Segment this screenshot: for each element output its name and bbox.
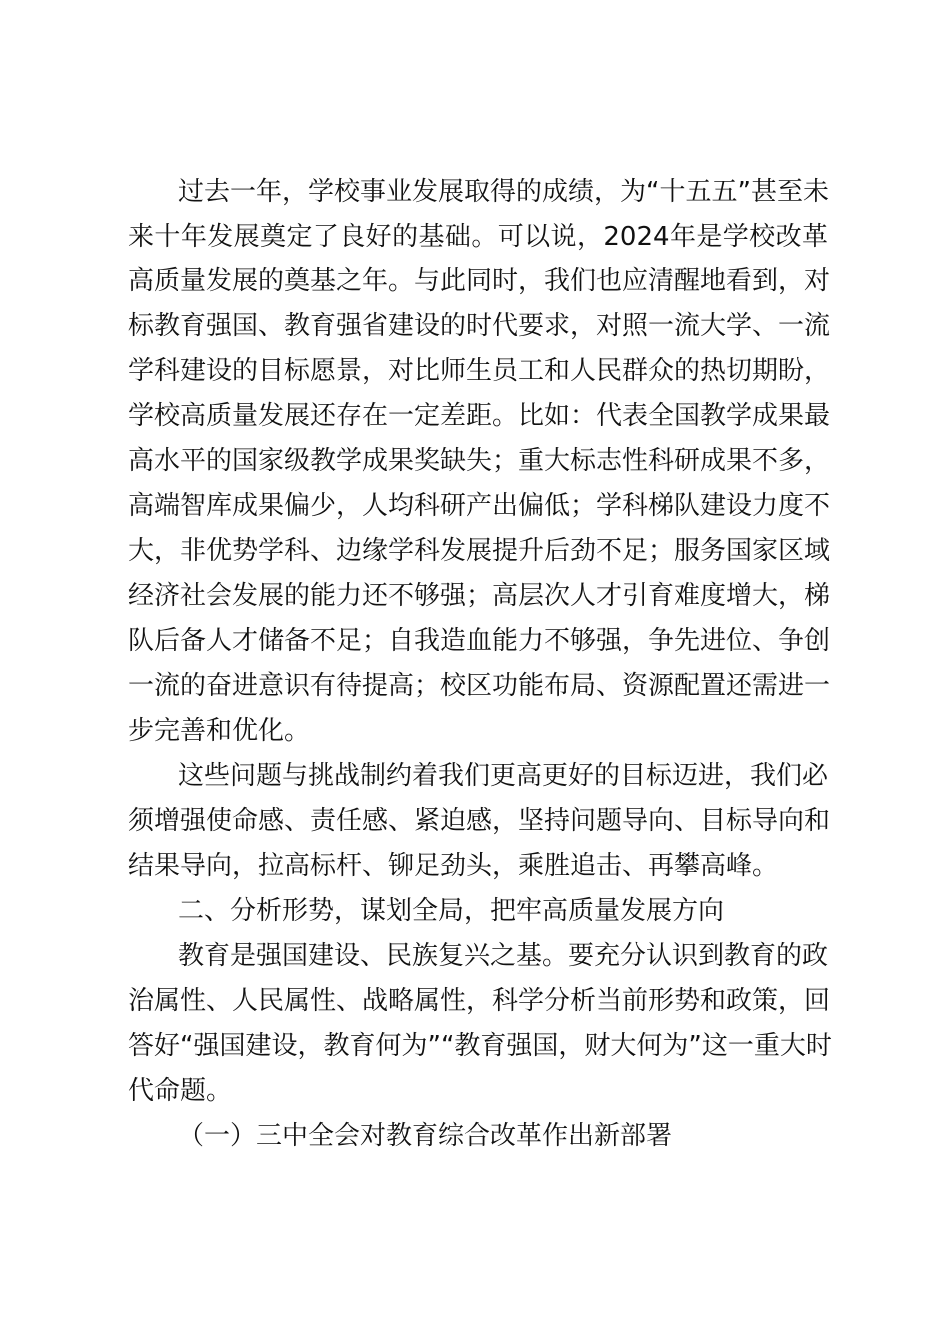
text-line: 过去一年，学校事业发展取得的成绩，为“十五五”甚至未 <box>178 177 829 207</box>
text-line: 学校高质量发展还存在一定差距。比如：代表全国教学成果最 <box>128 401 831 431</box>
text-line: 步完善和优化。 <box>128 716 311 746</box>
text-line: 教育是强国建设、民族复兴之基。要充分认识到教育的政 <box>178 941 829 971</box>
subsection-heading: （一）三中全会对教育综合改革作出新部署 <box>178 1121 673 1151</box>
text-line: 代命题。 <box>128 1076 233 1106</box>
text-line: 学科建设的目标愿景，对比师生员工和人民群众的热切期盼， <box>128 356 831 386</box>
text-line: 这些问题与挑战制约着我们更高更好的目标迈进，我们必 <box>178 761 829 791</box>
text-line: 治属性、人民属性、战略属性，科学分析当前形势和政策，回 <box>128 986 831 1016</box>
section-heading: 二、分析形势，谋划全局，把牢高质量发展方向 <box>178 896 725 926</box>
text-line: 结果导向，拉高标杆、铆足劲头，乘胜追击、再攀高峰。 <box>128 851 779 881</box>
text-line: 高水平的国家级教学成果奖缺失；重大标志性科研成果不多， <box>128 446 831 476</box>
text-line: 大，非优势学科、边缘学科发展提升后劲不足；服务国家区域 <box>128 536 831 566</box>
text-line: 一流的奋进意识有待提高；校区功能布局、资源配置还需进一 <box>128 671 831 701</box>
text-line: 高质量发展的奠基之年。与此同时，我们也应清醒地看到，对 <box>128 266 831 296</box>
text-line: 须增强使命感、责任感、紧迫感，坚持问题导向、目标导向和 <box>128 806 831 836</box>
text-line: 来十年发展奠定了良好的基础。可以说，2024年是学校改革 <box>128 222 828 252</box>
text-line: 高端智库成果偏少，人均科研产出偏低；学科梯队建设力度不 <box>128 491 831 521</box>
text-line: 答好“强国建设，教育何为”“教育强国，财大何为”这一重大时 <box>128 1031 832 1061</box>
text-line: 标教育强国、教育强省建设的时代要求，对照一流大学、一流 <box>128 311 831 341</box>
text-line: 经济社会发展的能力还不够强；高层次人才引育难度增大，梯 <box>128 581 831 611</box>
text-line: 队后备人才储备不足；自我造血能力不够强，争先进位、争创 <box>128 626 831 656</box>
